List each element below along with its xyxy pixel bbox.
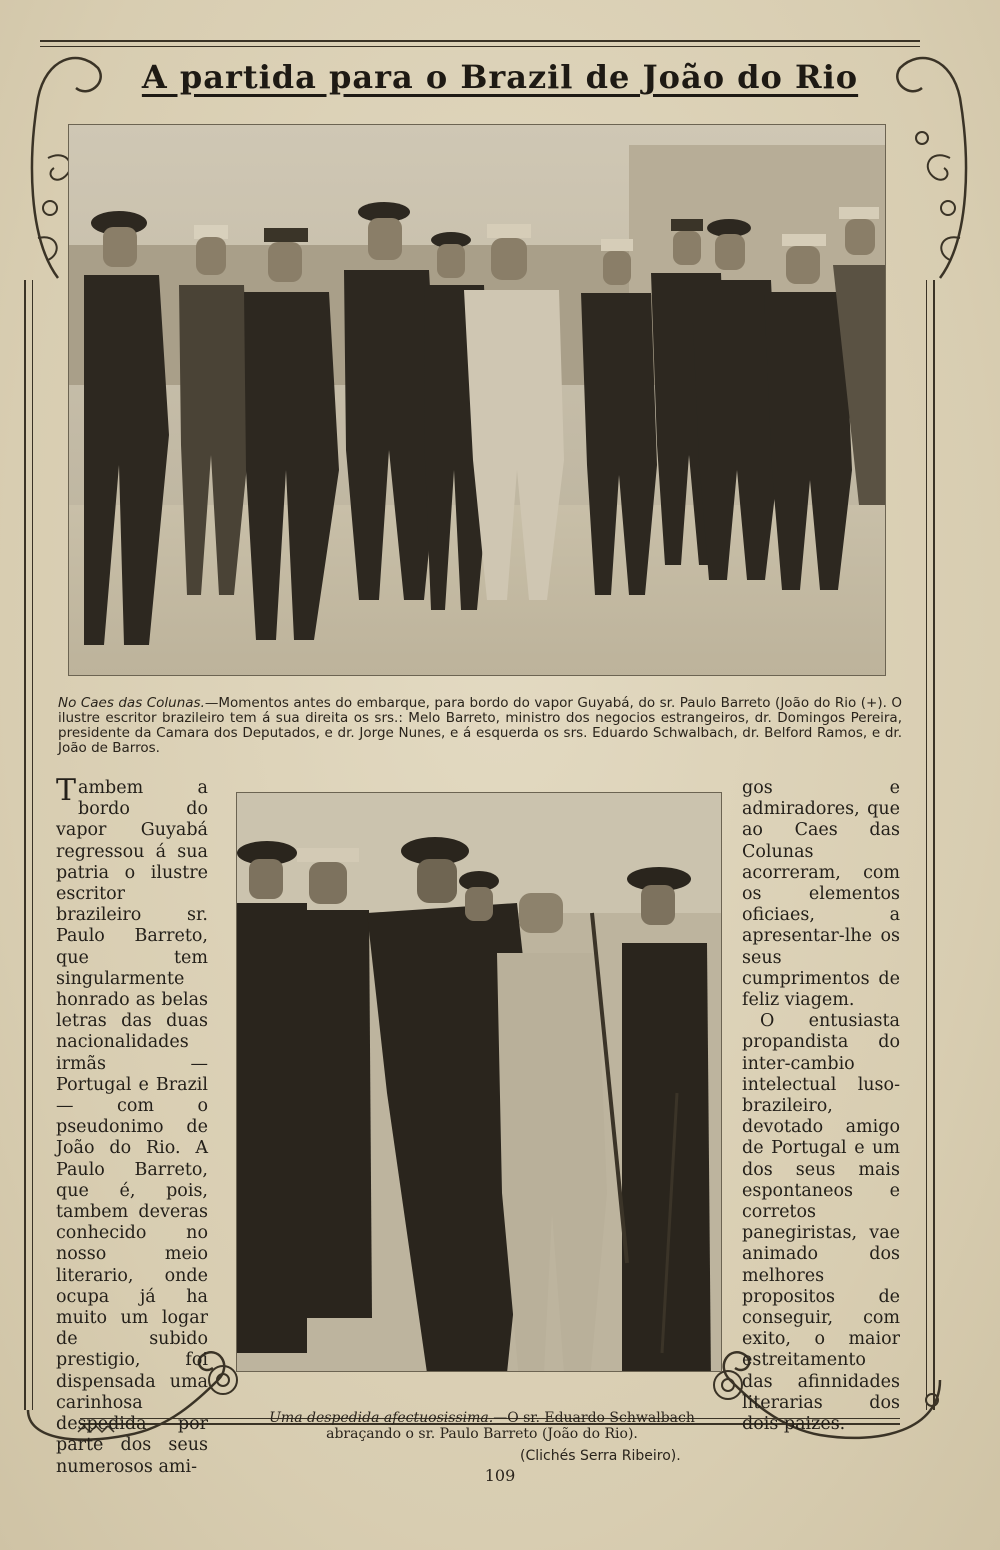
photo-caption-top — [58, 696, 902, 756]
page-title: A partida para o Brazil de João do Rio — [141, 58, 859, 96]
caption-text: —Momentos antes do embarque, para bordo do vapor Guyabá, do sr. Paulo Barreto (João do Rio (+). O ilustre escritor brazileiro tem á sua direita os srs.: Melo Barreto, ministro dos negocios estrangeiros, dr. Domingos Pereira, presidente da Camara dos Deputados, e dr. Jorge Nunes, e á esquerda os srs. Eduardo Schwalbach, dr. Belford Ramos, e dr. João de Barros. — [58, 695, 902, 756]
caption-lead: No Caes das Colunas. — [58, 695, 205, 711]
frame-left-border — [24, 280, 33, 1410]
photo-caption-bottom — [262, 1410, 702, 1442]
article-column-left — [56, 773, 208, 1478]
caption-lead: Uma despedida afectuosissima. — [269, 1410, 494, 1426]
article-paragraph-2: O entusiasta propandista do inter-cambio intelectual luso-brazileiro, devotado amigo de Portugal e um dos seus mais espontaneos e corretos panegiristas, vae animado dos melhores propositos de conseguir, com exito, o maior estreitamento das afinnidades literarias dos dois paizes. — [742, 1011, 900, 1435]
page-number: 109 — [484, 1466, 516, 1485]
caption-text: —O sr. Eduardo Schwalbach abraçando o sr. Paulo Barreto (João do Rio). — [326, 1410, 695, 1442]
photo-credit: (Clichés Serra Ribeiro). — [520, 1448, 681, 1464]
frame-right-border — [926, 280, 935, 1410]
article-column-right — [742, 778, 900, 1435]
frame-top-border — [40, 40, 920, 47]
photo-group-departure — [68, 124, 886, 676]
photo-farewell-embrace — [236, 792, 722, 1372]
drop-cap: T — [56, 773, 77, 808]
article-paragraph-1: gos e admiradores, que ao Caes das Colunas acorreram, com os elementos oficiaes, a apresentar-lhe os seus cumprimentos de feliz viagem. — [742, 778, 900, 1011]
article-text-left: ambem a bordo do vapor Guyabá regressou á sua patria o ilustre escritor brazileiro sr. Paulo Barreto, que tem singularmente honrado as belas letras das duas nacionalidades irmãs — Portugal e Brazil — com o pseudonimo de João do Rio. A Paulo Barreto, que é, pois, tambem deveras conhecido no nosso meio literario, onde ocupa já ha muito um logar de subido prestigio, foi dispensada uma carinhosa despedida por parte dos seus numerosos ami- — [56, 778, 208, 1477]
